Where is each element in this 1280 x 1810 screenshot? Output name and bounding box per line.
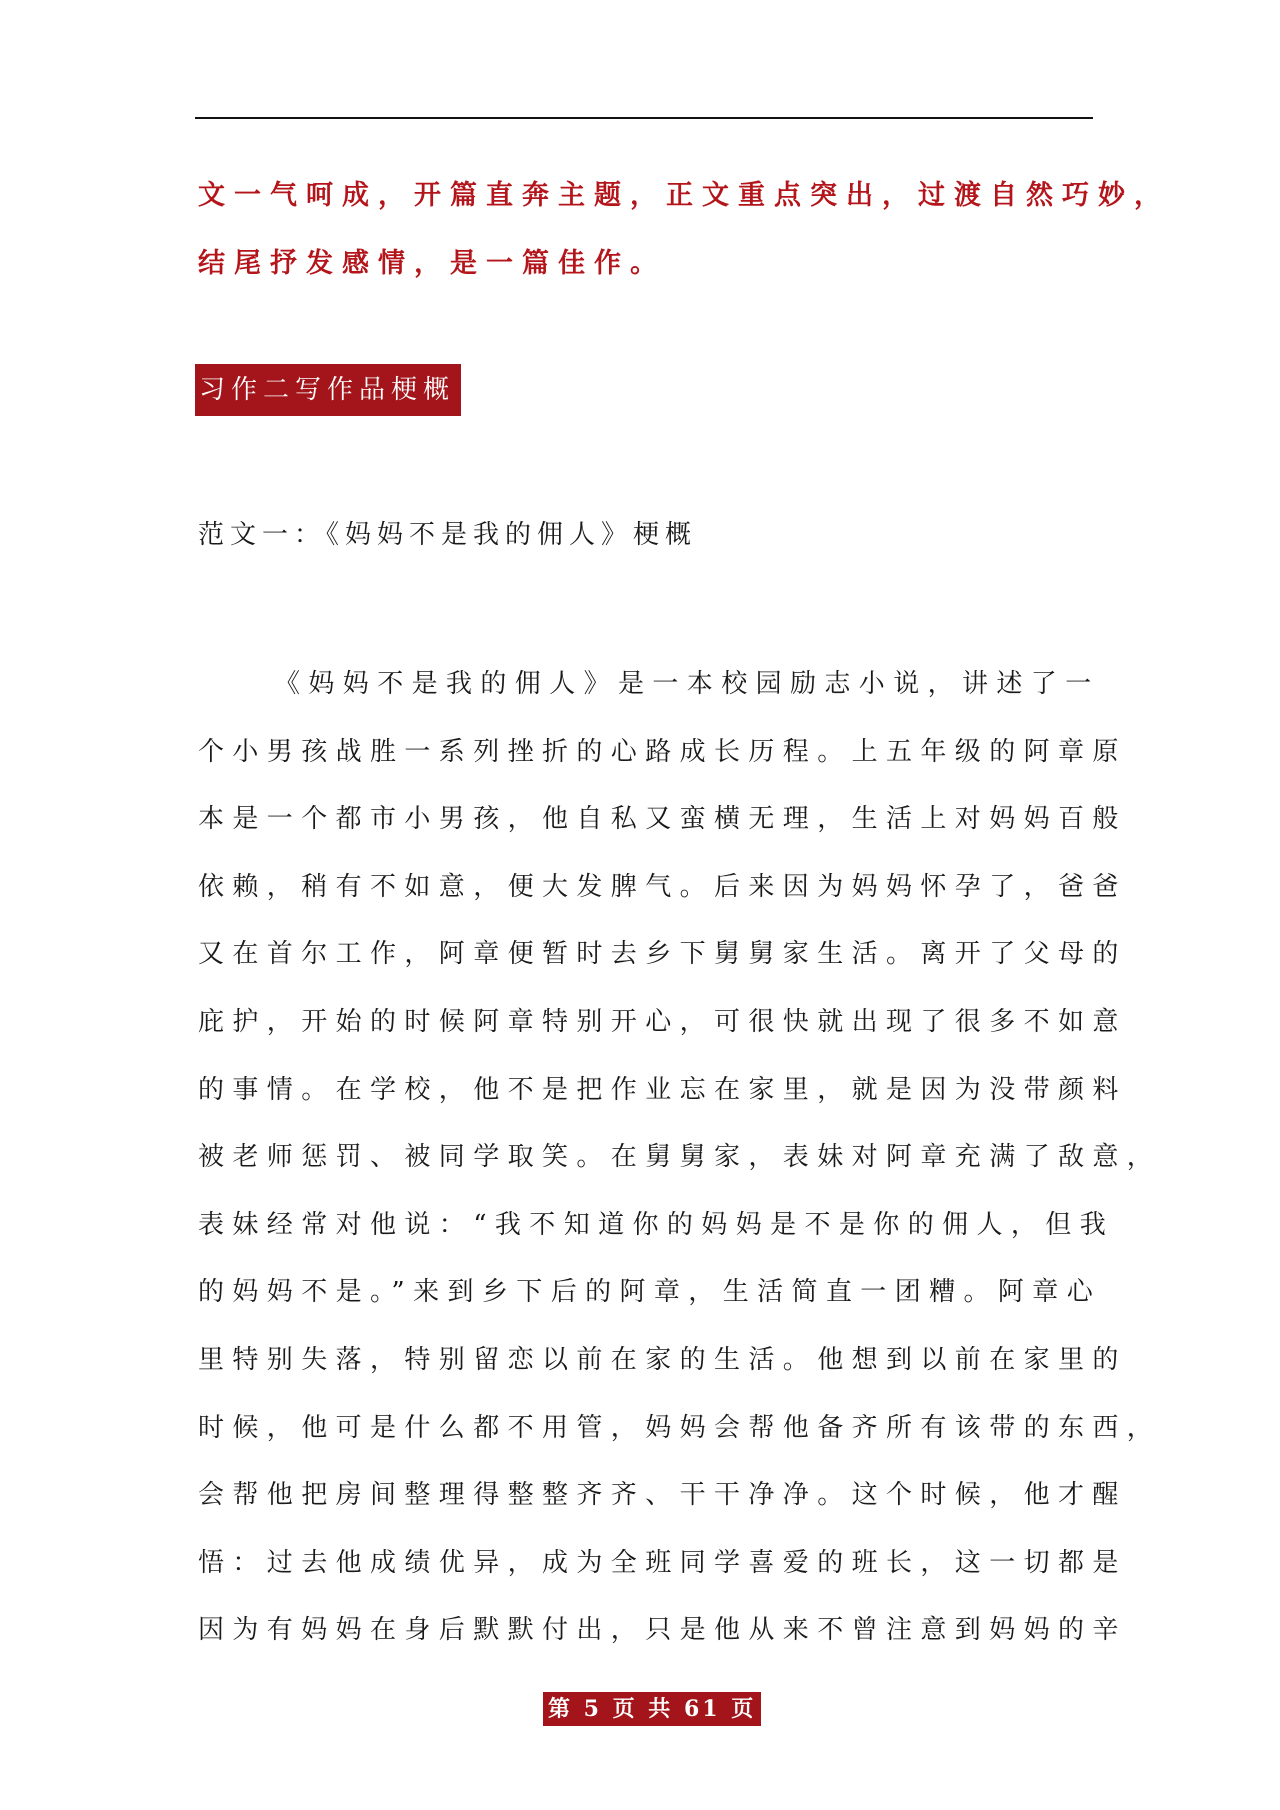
page-number: 第 5 页 共 61 页 [543, 1692, 761, 1726]
body-line: 的妈妈不是。”来到乡下后的阿章，生活简直一团糟。阿章心 [198, 1277, 1102, 1308]
body-line: 被老师惩罚、被同学取笑。在舅舅家，表妹对阿章充满了敌意， [198, 1142, 1162, 1173]
essay-body [198, 651, 1162, 1665]
header-rule [195, 117, 1093, 119]
body-line: 里特别失落，特别留恋以前在家的生活。他想到以前在家里的 [198, 1344, 1127, 1375]
body-line: 本是一个都市小男孩，他自私又蛮横无理，生活上对妈妈百般 [198, 804, 1127, 835]
teacher-comment [198, 162, 1170, 298]
body-line: 《妈妈不是我的佣人》是一本校园励志小说，讲述了一 [274, 669, 1100, 699]
body-line: 因为有妈妈在身后默默付出，只是他从来不曾注意到妈妈的辛 [198, 1615, 1127, 1646]
section-heading: 习作二写作品梗概 [195, 364, 461, 416]
essay-title: 范文一：《妈妈不是我的佣人》梗概 [198, 520, 698, 550]
body-line: 依赖，稍有不如意，便大发脾气。后来因为妈妈怀孕了，爸爸 [198, 871, 1127, 902]
body-line: 会帮他把房间整理得整整齐齐、干干净净。这个时候，他才醒 [198, 1480, 1127, 1511]
comment-line: 结尾抒发感情，是一篇佳作。 [198, 248, 666, 279]
body-line: 又在首尔工作，阿章便暂时去乡下舅舅家生活。离开了父母的 [198, 939, 1127, 970]
body-line: 表妹经常对他说：“我不知道你的妈妈是不是你的佣人，但我 [198, 1209, 1115, 1240]
body-line: 庇护，开始的时候阿章特别开心，可很快就出现了很多不如意 [198, 1006, 1127, 1037]
body-line: 个小男孩战胜一系列挫折的心路成长历程。上五年级的阿章原 [198, 736, 1127, 767]
body-line: 的事情。在学校，他不是把作业忘在家里，就是因为没带颜料 [198, 1074, 1127, 1105]
body-line: 时候，他可是什么都不用管，妈妈会帮他备齐所有该带的东西， [198, 1412, 1162, 1443]
comment-line: 文一气呵成，开篇直奔主题，正文重点突出，过渡自然巧妙， [198, 180, 1170, 211]
body-line: 悟：过去他成绩优异，成为全班同学喜爱的班长，这一切都是 [198, 1547, 1127, 1578]
